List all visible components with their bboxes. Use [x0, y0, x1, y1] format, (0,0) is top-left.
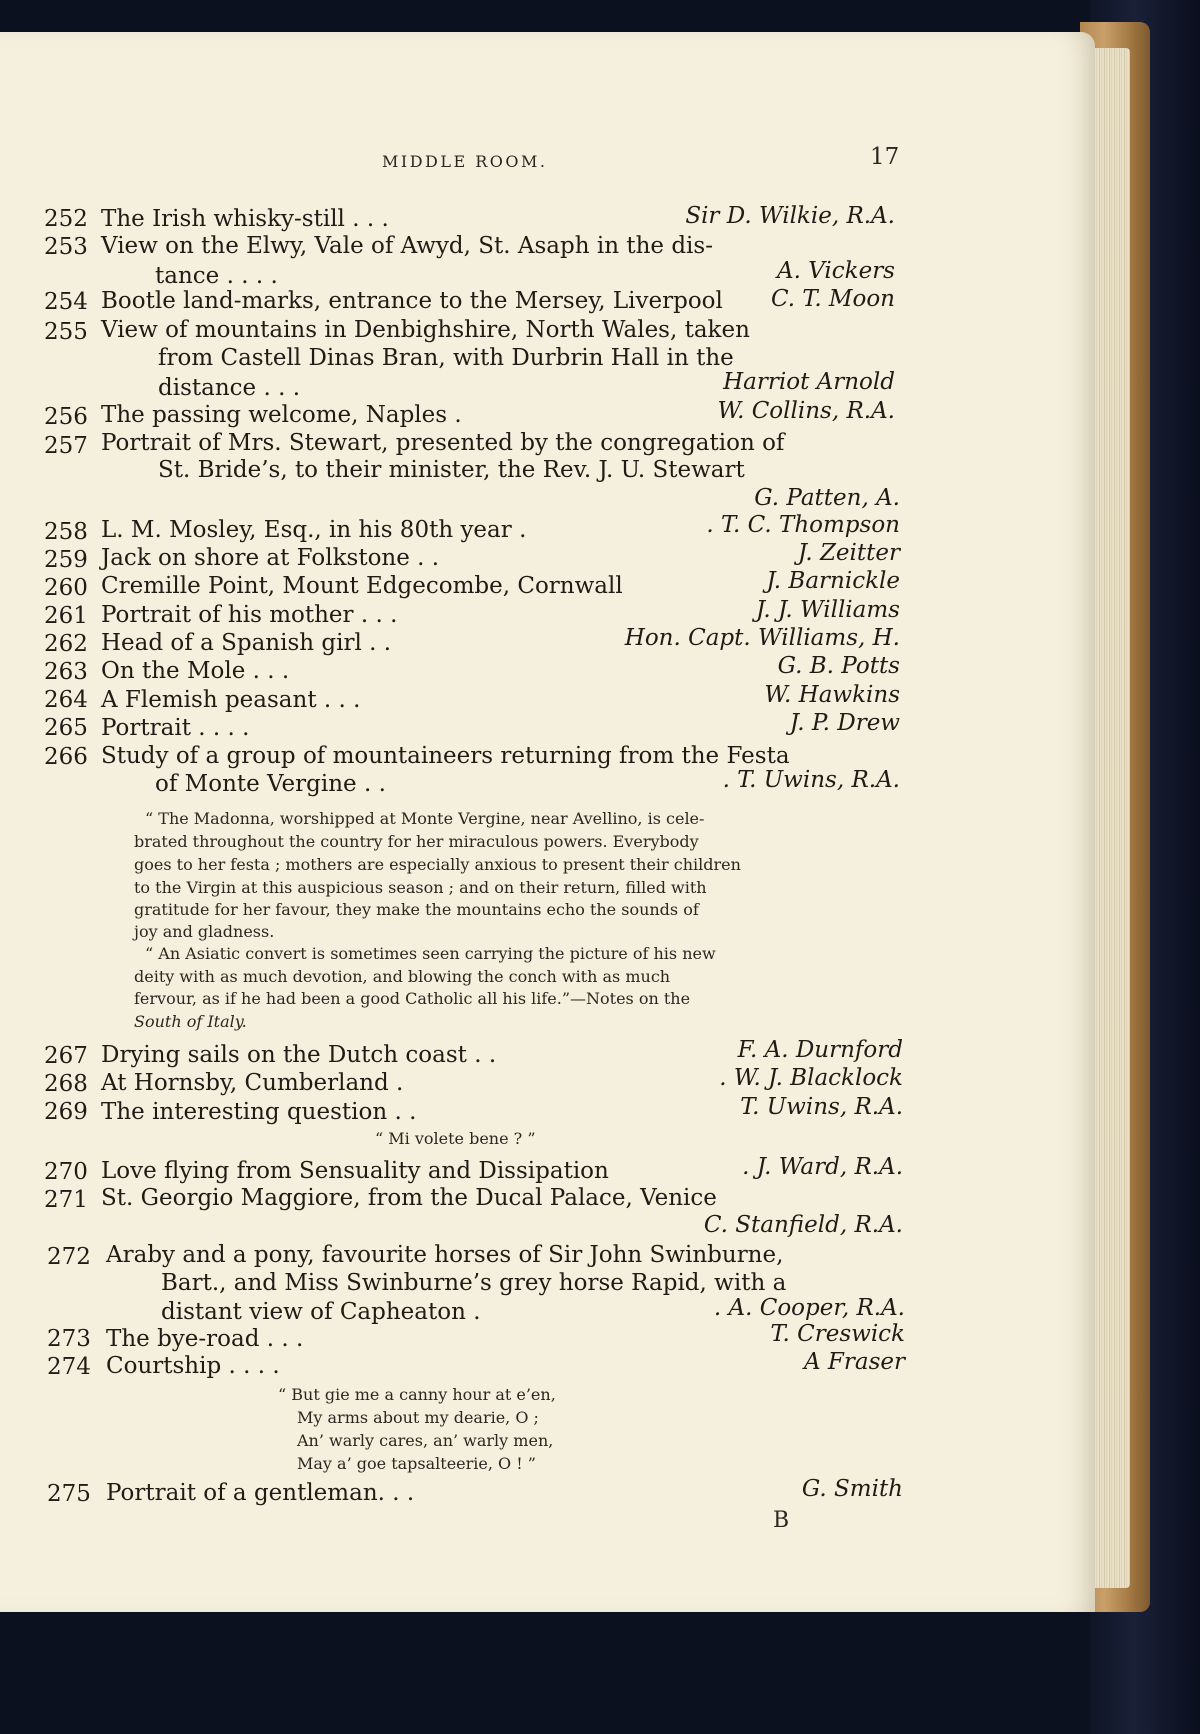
- entry-artist: T. Creswick: [770, 1321, 905, 1347]
- entry-artist: J. Zeitter: [797, 540, 900, 566]
- entry-number: 261: [44, 603, 88, 629]
- entry-title: At Hornsby, Cumberland .: [101, 1070, 404, 1096]
- entry-title-cont: distance . . .: [158, 375, 301, 401]
- entry-title-cont: St. Bride’s, to their minister, the Rev. J. U. Stewart: [158, 457, 745, 483]
- entry-number: 267: [44, 1043, 88, 1069]
- entry-title: Courtship . . . .: [106, 1353, 280, 1379]
- entry-title: Portrait of Mrs. Stewart, presented by the congregation of: [101, 430, 785, 456]
- entry-artist: A Fraser: [804, 1349, 905, 1375]
- quote-line: gratitude for her favour, they make the mountains echo the sounds of: [134, 900, 699, 919]
- page-number: 17: [870, 144, 900, 170]
- quote-line: to the Virgin at this auspicious season ; and on their return, filled with: [134, 878, 707, 897]
- entry-title: The Irish whisky-still . . .: [101, 206, 389, 232]
- entry-number: 273: [47, 1326, 91, 1352]
- entry-number: 266: [44, 744, 88, 770]
- entry-title: Araby and a pony, favourite horses of Sir John Swinburne,: [106, 1242, 784, 1268]
- quote-line: joy and gladness.: [134, 922, 275, 941]
- entry-title-cont: from Castell Dinas Bran, with Durbrin Hall in the: [158, 345, 734, 371]
- entry-title: St. Georgio Maggiore, from the Ducal Palace, Venice: [101, 1185, 717, 1211]
- entry-title: Study of a group of mountaineers returning from the Festa: [101, 743, 790, 769]
- entry-artist: C. Stanfield, R.A.: [703, 1212, 903, 1238]
- entry-artist: A. Vickers: [776, 258, 895, 284]
- signature-mark: B: [773, 1508, 790, 1533]
- entry-title: Love flying from Sensuality and Dissipation: [101, 1158, 609, 1184]
- entry-number: 260: [44, 575, 88, 601]
- entry-title: Portrait of his mother . . .: [101, 602, 398, 628]
- entry-number: 268: [44, 1071, 88, 1097]
- entry-artist: . W. J. Blacklock: [719, 1065, 903, 1091]
- entry-artist: G. Patten, A.: [754, 485, 900, 511]
- entry-artist: Sir D. Wilkie, R.A.: [685, 203, 895, 229]
- entry-number: 258: [44, 519, 88, 545]
- quote-line: “ The Madonna, worshipped at Monte Vergine, near Avellino, is cele-: [145, 809, 705, 828]
- entry-title-cont: tance . . . .: [155, 263, 278, 289]
- entry-artist: Harriot Arnold: [723, 369, 895, 395]
- quote-line: May a’ goe tapsalteerie, O ! ”: [297, 1454, 536, 1473]
- entry-title: Drying sails on the Dutch coast . .: [101, 1042, 497, 1068]
- entry-title-cont: of Monte Vergine . .: [155, 771, 386, 797]
- entry-number: 263: [44, 659, 88, 685]
- entry-number: 272: [47, 1244, 91, 1270]
- entry-title: Portrait . . . .: [101, 715, 250, 741]
- quote-line: South of Italy.: [134, 1012, 247, 1031]
- entry-title: Head of a Spanish girl . .: [101, 630, 392, 656]
- entry-artist: W. Collins, R.A.: [717, 398, 895, 424]
- running-head: MIDDLE ROOM.: [382, 152, 548, 171]
- entry-title: Portrait of a gentleman. . .: [106, 1480, 415, 1506]
- entry-title: A Flemish peasant . . .: [101, 687, 361, 713]
- entry-artist: T. Uwins, R.A.: [740, 1094, 903, 1120]
- entry-title: The passing welcome, Naples .: [101, 402, 462, 428]
- entry-artist: Hon. Capt. Williams, H.: [624, 625, 900, 651]
- entry-title-cont: distant view of Capheaton .: [161, 1299, 481, 1325]
- entry-artist: J. P. Drew: [789, 710, 900, 736]
- entry-artist: J. J. Williams: [755, 597, 900, 623]
- entry-artist: G. Smith: [801, 1476, 903, 1502]
- entry-title-cont: Bart., and Miss Swinburne’s grey horse Rapid, with a: [161, 1270, 787, 1296]
- entry-number: 255: [44, 319, 88, 345]
- entry-artist: F. A. Durnford: [737, 1037, 903, 1063]
- entry-number: 275: [47, 1481, 91, 1507]
- quote-line: deity with as much devotion, and blowing the conch with as much: [134, 967, 671, 986]
- entry-number: 269: [44, 1099, 88, 1125]
- entry-title: L. M. Mosley, Esq., in his 80th year .: [101, 517, 527, 543]
- quote-line: An’ warly cares, an’ warly men,: [297, 1431, 554, 1450]
- entry-title: Bootle land-marks, entrance to the Mersey, Liverpool: [101, 288, 723, 314]
- entry-number: 259: [44, 547, 88, 573]
- quote-line: brated throughout the country for her miraculous powers. Everybody: [134, 832, 699, 851]
- entry-artist: . T. C. Thompson: [706, 512, 900, 538]
- entry-title: Cremille Point, Mount Edgecombe, Cornwall: [101, 573, 623, 599]
- entry-number: 262: [44, 631, 88, 657]
- entry-number: 253: [44, 234, 88, 260]
- quote-line: “ Mi volete bene ? ”: [375, 1129, 536, 1148]
- entry-artist: W. Hawkins: [764, 682, 900, 708]
- entry-title: View on the Elwy, Vale of Awyd, St. Asaph in the dis-: [101, 233, 713, 259]
- entry-number: 271: [44, 1187, 88, 1213]
- entry-artist: G. B. Potts: [777, 653, 900, 679]
- entry-title: On the Mole . . .: [101, 658, 290, 684]
- entry-title: Jack on shore at Folkstone . .: [101, 545, 440, 571]
- entry-number: 257: [44, 433, 88, 459]
- entry-title: View of mountains in Denbighshire, North Wales, taken: [101, 317, 750, 343]
- quote-line: goes to her festa ; mothers are especially anxious to present their children: [134, 855, 741, 874]
- entry-artist: . A. Cooper, R.A.: [713, 1295, 905, 1321]
- entry-artist: C. T. Moon: [770, 286, 895, 312]
- entry-number: 274: [47, 1354, 91, 1380]
- quote-line: fervour, as if he had been a good Catholic all his life.”—Notes on the: [134, 989, 691, 1008]
- entry-number: 264: [44, 687, 88, 713]
- entry-number: 270: [44, 1159, 88, 1185]
- quote-line: “ An Asiatic convert is sometimes seen carrying the picture of his new: [145, 944, 716, 963]
- entry-number: 254: [44, 289, 88, 315]
- entry-artist: . T. Uwins, R.A.: [722, 767, 900, 793]
- entry-number: 265: [44, 715, 88, 741]
- entry-number: 252: [44, 206, 88, 232]
- quote-line: “ But gie me a canny hour at e’en,: [278, 1385, 556, 1404]
- entry-artist: . J. Ward, R.A.: [742, 1154, 903, 1180]
- quote-line: My arms about my dearie, O ;: [297, 1408, 539, 1427]
- entry-title: The interesting question . .: [101, 1099, 417, 1125]
- entry-number: 256: [44, 404, 88, 430]
- entry-title: The bye-road . . .: [106, 1326, 304, 1352]
- entry-artist: J. Barnickle: [766, 568, 900, 594]
